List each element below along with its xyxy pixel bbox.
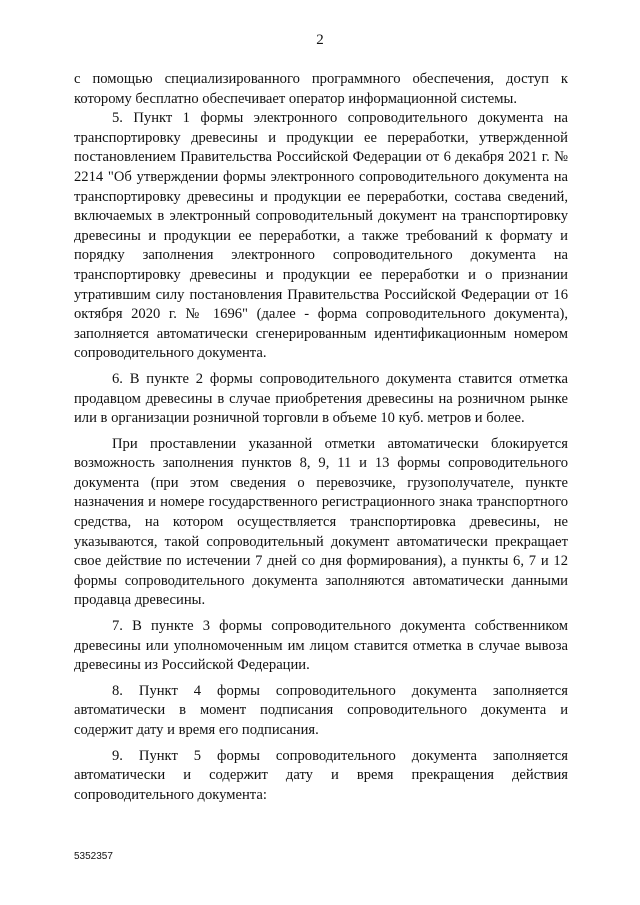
- page-number: 2: [316, 32, 324, 48]
- paragraph-item-6: 6. В пункте 2 формы сопроводительного документа ставится отметка продавцом древесины в случае приобретения древесины на розничном рынке или в организации розничной торговли в объеме 10 куб. метров и более.: [74, 370, 568, 427]
- paragraph-item-8: 8. Пункт 4 формы сопроводительного документа заполняется автоматически в момент подписания сопроводительного документа и содержит дату и время его подписания.: [74, 682, 568, 738]
- paragraph-item-7: 7. В пункте 3 формы сопроводительного документа собственником древесины или уполномоченным им лицом ставится отметка в случае вывоза древесины из Российской Федерации.: [74, 618, 568, 674]
- paragraph-item-6-note: При проставлении указанной отметки автоматически блокируется возможность заполнения пунктов 8, 9, 11 и 13 формы сопроводительного документа (при этом сведения о перевозчике, грузополучателе, пункте назначения и номере государственного регистрационного знака транспортного средства, на котором осуществляется транспортировка древесины, не указываются, такой сопроводительный документ автоматически прекращает свое действие по истечении 7 дней со дня формирования), а пункты 6, 7 и 12 формы сопроводительного документа заполняются автоматически данными продавца древесины.: [74, 435, 568, 609]
- document-code: 5352357: [74, 851, 113, 862]
- paragraph-item-9: 9. Пункт 5 формы сопроводительного документа заполняется автоматически и содержит дату и время прекращения действия сопроводительного документа:: [74, 747, 568, 803]
- document-body: [74, 70, 568, 805]
- paragraph-continuation: с помощью специализированного программного обеспечения, доступ к которому бесплатно обеспечивает оператор информационной системы.: [74, 71, 568, 107]
- paragraph-item-5: 5. Пункт 1 формы электронного сопроводительного документа на транспортировку древесины и продукции ее переработки, утвержденной постановлением Правительства Российской Федерации от 6 декабря 2021 г. № 2214 "Об утверждении формы электронного сопроводительного документа на транспортировку древесины и продукции ее переработки, состава сведений, включаемых в электронный сопроводительный документ на транспортировку древесины и продукции ее переработки, а также требований к формату и порядку заполнения электронного сопроводительного документа на транспортировку древесины и продукции ее переработки и о признании утратившим силу постановления Правительства Российской Федерации от 16 октября 2020 г. № 1696" (далее - форма сопроводительного документа), заполняется автоматически сгенерированным идентификационным номером сопроводительного документа.: [74, 110, 568, 362]
